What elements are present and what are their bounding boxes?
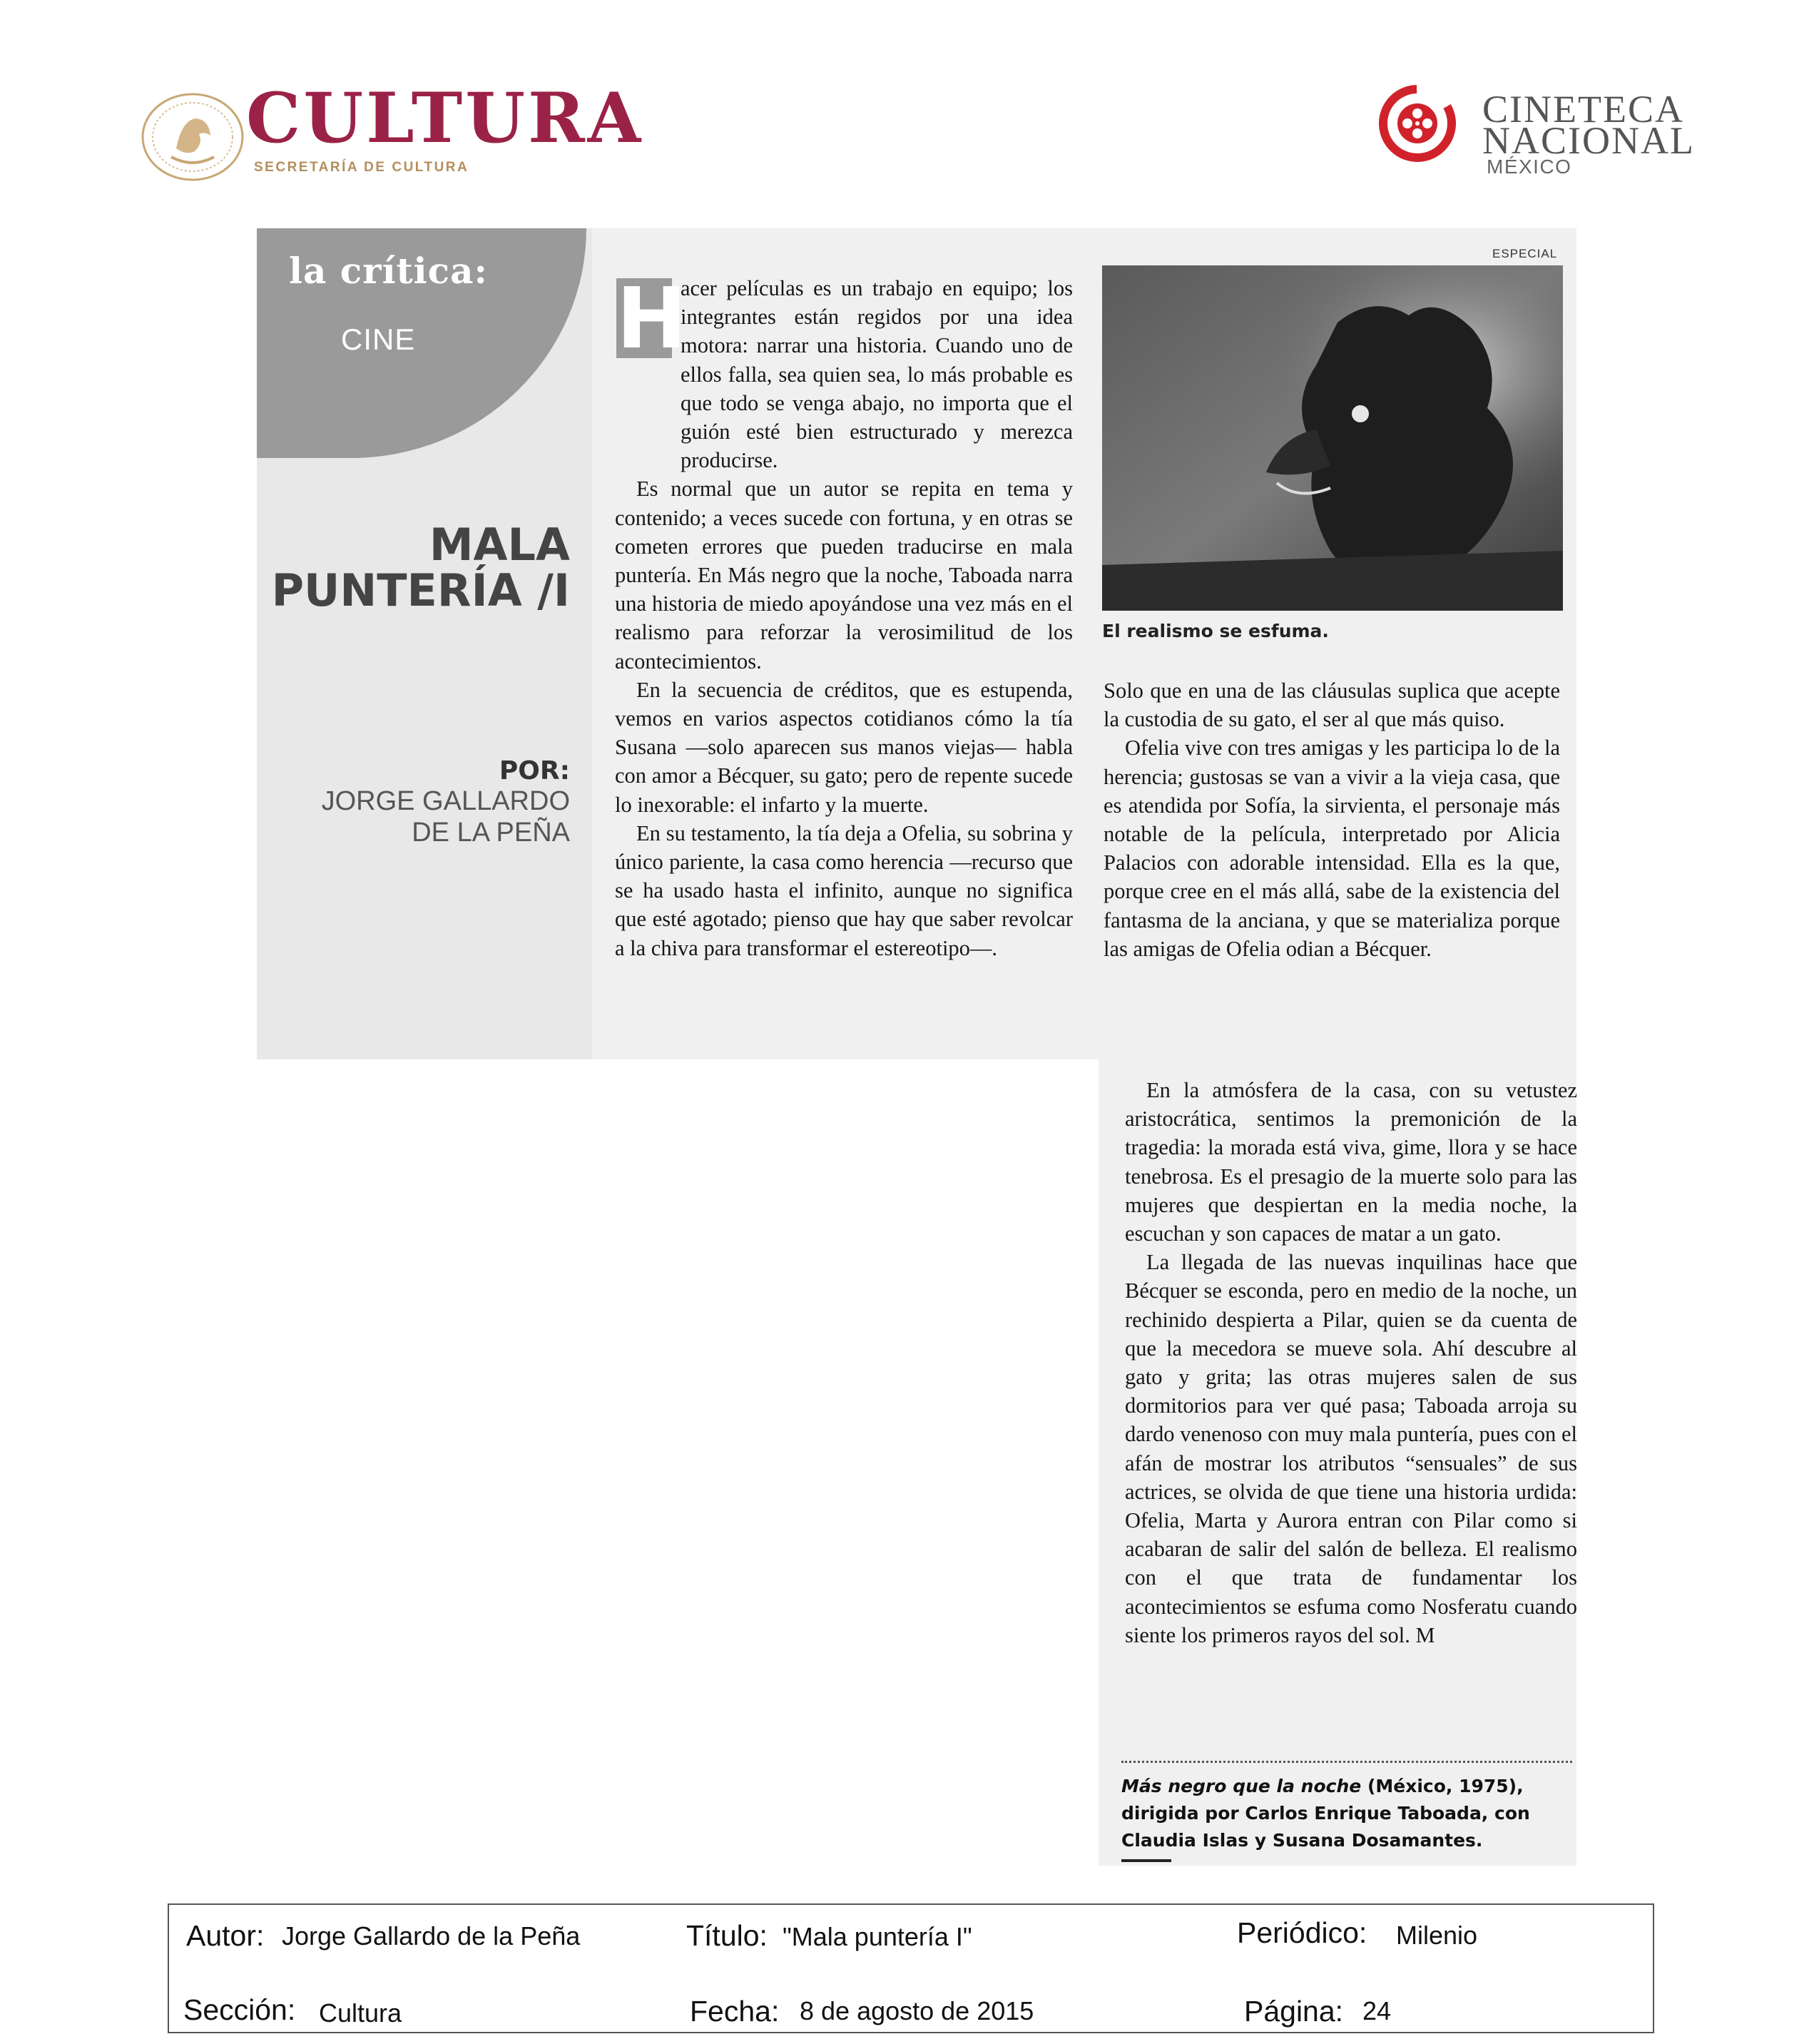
cineteca-logo-line3: MÉXICO bbox=[1487, 156, 1572, 178]
seccion-label: Sección: bbox=[183, 1993, 296, 2026]
cineteca-logo-line1: CINETECA bbox=[1482, 88, 1684, 131]
film-reel-icon bbox=[1378, 84, 1457, 163]
article-column-1 bbox=[615, 269, 1073, 962]
titulo-label: Título: bbox=[686, 1919, 768, 1952]
cultura-logo-title: CULTURA bbox=[246, 78, 644, 158]
headline-line1: MALA bbox=[429, 519, 570, 571]
mexico-seal-icon bbox=[139, 91, 246, 183]
periodico-label: Periódico: bbox=[1237, 1916, 1367, 1949]
headline-line2: PUNTERÍA /I bbox=[271, 564, 570, 616]
section-label: la crítica: bbox=[289, 250, 488, 292]
paragraph: Ofelia vive con tres amigas y les participa lo de la herencia; gustosas se van a vivir a la vieja casa, que es atendida por Sofía, la sirvienta, el personaje más notable de la película, interpretado por Alicia Palacios con adorable intensidad. Ella es la que, porque cree en el más allá, sabe de la existencia del fantasma de la anciana, y que se materializa porque las amigas de Ofelia odian a Bécquer. bbox=[1104, 736, 1560, 961]
film-credits bbox=[1121, 1761, 1572, 1854]
cat-photo bbox=[1102, 265, 1563, 611]
autor-value: Jorge Gallardo de la Peña bbox=[282, 1921, 581, 1951]
article-column-2 bbox=[1104, 676, 1560, 963]
autor-label: Autor: bbox=[186, 1919, 265, 1952]
paragraph: La llegada de las nuevas inquilinas hace que Bécquer se esconda, pero en medio de la noche, un rechinido despierta a Pilar, quien se da cuenta de que la mecedora se mueve sola. Ahí descubre al gato y grita; las otras mujeres salen de sus dormitorios para ver qué pasa; Taboada arroja su dardo venenoso con muy mala puntería, pues con el afán de mostrar los atributos “sensuales” de sus actrices, se olvida de que tiene una historia urdida: Ofelia, Marta y Aurora entran con Pilar como si acabaran de salir del salón de belleza. El realismo con el que trata de fundamentar los acontecimientos se esfuma como Nosferatu cuando siente los primeros rayos del sol. M bbox=[1125, 1250, 1577, 1647]
pagina-label: Página: bbox=[1244, 1995, 1344, 2028]
section-sublabel: CINE bbox=[341, 322, 416, 356]
byline-author: JORGE GALLARDO DE LA PEÑA bbox=[321, 786, 570, 848]
paragraph: Solo que en una de las cláusulas suplica que acepte la custodia de su gato, el ser al que más quiso. bbox=[1104, 678, 1560, 732]
paragraph: En la atmósfera de la casa, con su vetustez aristocrática, sentimos la premonición de la tragedia: la morada está viva, gime, llora y se hace tenebrosa. Es el presagio de la muerte solo para las mujeres que despiertan en la media noche, la escuchan y son capaces de matar a un gato. bbox=[1125, 1078, 1577, 1246]
paragraph: Es normal que un autor se repita en tema y contenido; a veces sucede con fortuna, y en otras se cometen errores que pueden traducirse en mala puntería. En Más negro que la noche, Taboada narra una historia de miedo apoyándose una vez más en el realismo para reforzar la verosimilitud de los acontecimientos. bbox=[615, 477, 1073, 673]
photo-credit: ESPECIAL bbox=[1492, 247, 1558, 260]
cineteca-logo-line2: NACIONAL bbox=[1482, 119, 1695, 162]
photo-caption: El realismo se esfuma. bbox=[1102, 621, 1329, 641]
paragraph: acer películas es un trabajo en equipo; los integrantes están regidos por una idea motora: narrar una historia. Cuando uno de ellos falla, sea quien sea, lo más probable es que todo se venga abajo, no importa que el guión esté bien estructurado y merezca producirse. bbox=[681, 276, 1073, 473]
film-title: Más negro que la noche bbox=[1121, 1776, 1362, 1796]
cultura-logo-subtitle: SECRETARÍA DE CULTURA bbox=[254, 160, 469, 175]
pagina-value: 24 bbox=[1362, 1996, 1392, 2025]
paragraph: En su testamento, la tía deja a Ofelia, su sobrina y único pariente, la casa como herencia —recurso que se ha usado hasta el infinito, aunque no significa que esté agotado; pienso que hay que saber revolcar a la chiva para transformar el estereotipo—. bbox=[615, 820, 1073, 960]
periodico-value: Milenio bbox=[1396, 1921, 1478, 1950]
seccion-value: Cultura bbox=[319, 1998, 402, 2028]
film-details: (México, 1975), dirigida por Carlos Enrique Taboada, con Claudia Islas y Susana Dosamantes. bbox=[1121, 1776, 1530, 1851]
byline-label: POR: bbox=[499, 756, 570, 785]
titulo-value: "Mala puntería I" bbox=[783, 1922, 972, 1951]
drop-cap: H bbox=[616, 269, 687, 367]
fecha-label: Fecha: bbox=[690, 1995, 780, 2028]
fecha-value: 8 de agosto de 2015 bbox=[800, 1996, 1034, 2025]
paragraph: En la secuencia de créditos, que es estupenda, vemos en varios aspectos cotidianos cómo la tía Susana —solo aparecen sus manos viejas— habla con amor a Bécquer, su gato; pero de repente sucede lo inexorable: el infarto y la muerte. bbox=[615, 677, 1073, 817]
metadata-box bbox=[168, 1903, 1654, 2033]
article-column-3 bbox=[1125, 1076, 1577, 1649]
end-rule bbox=[1121, 1859, 1171, 1862]
